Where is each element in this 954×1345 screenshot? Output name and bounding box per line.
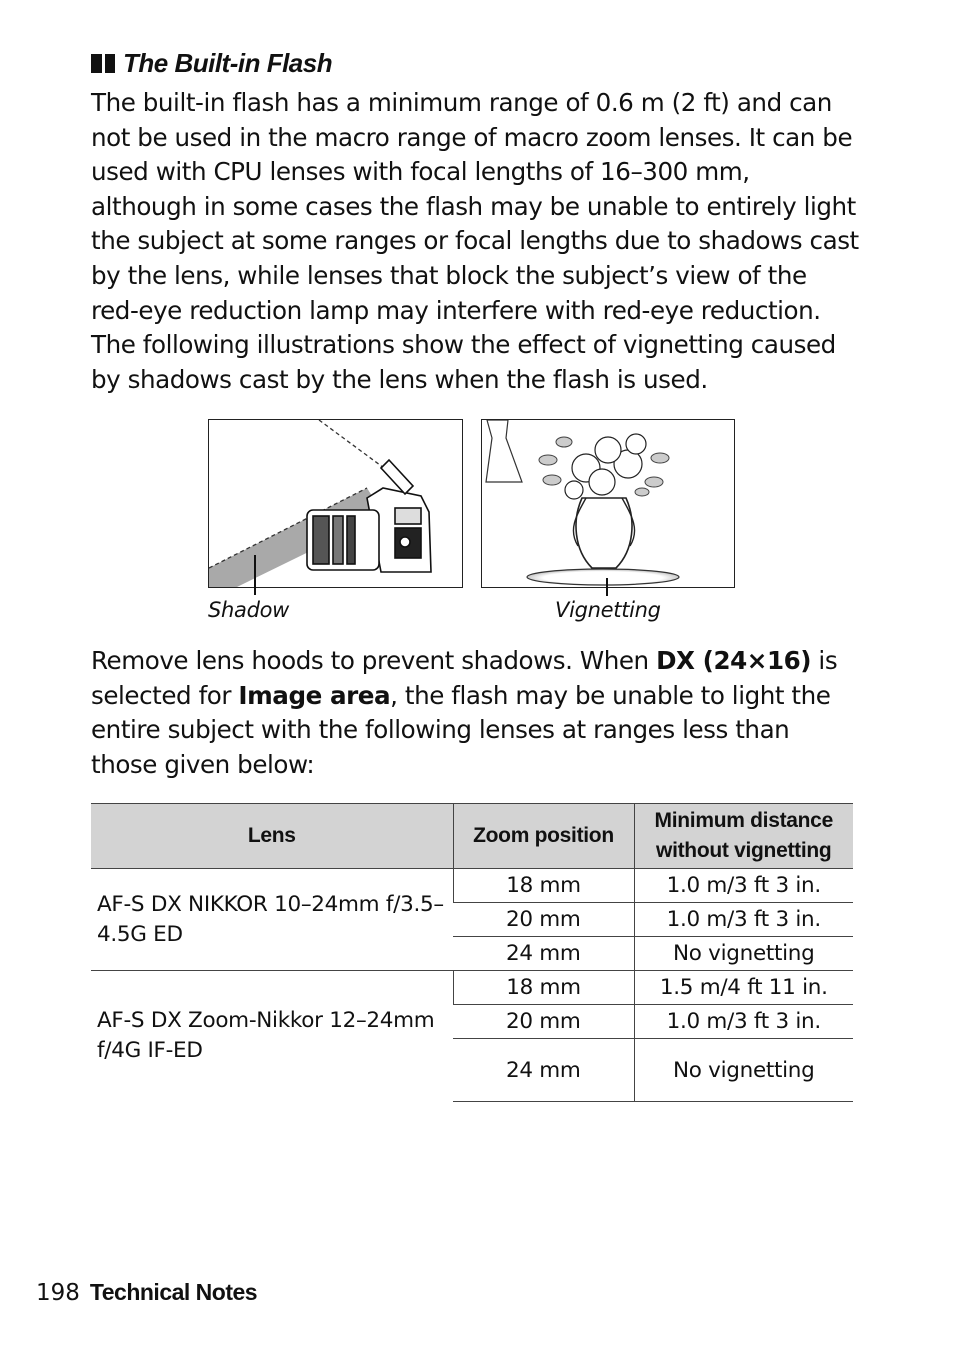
section-title: Technical Notes [89, 1279, 258, 1305]
shadow-callout-line [254, 555, 256, 595]
shadow-illustration [208, 419, 463, 588]
paragraph-text: is selected for [91, 646, 838, 710]
heading-text: The Built-in Flash [123, 48, 333, 78]
intro-paragraph: The built-in flash has a minimum range of 0.6 m (2 ft) and can not be used in the macro range of macro zoom lenses. It can be used with CPU lenses with focal lengths of 16–300 mm, although in some cases the flash may be unable to entirely light the subject at some ranges or focal lengths due to shadows cast by the lens, while lenses that block the subject’s view of the red-eye reduction lamp may interfere with red-eye reduction. The following illustrations show the effect of vignetting caused by shadows cast by the lens when the flash is used. [91, 88, 859, 394]
zoom-cell: 18 mm [453, 869, 634, 903]
heading-marker-icon [91, 54, 115, 73]
vignetting-caption: Vignetting [555, 598, 661, 622]
zoom-cell: 24 mm [453, 937, 634, 971]
distance-cell: 1.0 m/3 ft 3 in. [634, 903, 853, 937]
distance-cell: 1.0 m/3 ft 3 in. [634, 869, 853, 903]
table-row [91, 971, 853, 1005]
header-lens: Lens [91, 804, 453, 869]
paragraph-text: , the flash may be unable to light the entire subject with the following lenses at ranges less than those given below: [91, 680, 831, 779]
lens-name-cell: AF-S DX Zoom-Nikkor 12–24mm f/4G IF-ED [91, 971, 453, 1102]
shadow-caption: Shadow [208, 598, 290, 622]
header-zoom-position: Zoom position [453, 804, 634, 869]
distance-cell: No vignetting [634, 937, 853, 971]
table-header-row [91, 804, 853, 869]
image-area-term: Image area [238, 680, 391, 710]
section-heading [91, 48, 332, 79]
zoom-cell: 18 mm [453, 971, 634, 1005]
distance-cell: No vignetting [634, 1039, 853, 1102]
header-minimum-distance: Minimum distance without vignetting [634, 804, 853, 869]
vignetting-callout-line [606, 578, 608, 596]
dx-format-term: DX (24×16) [656, 646, 812, 675]
paragraph-text: Remove lens hoods to prevent shadows. When [91, 646, 657, 675]
vignetting-table [91, 803, 853, 1102]
zoom-cell: 20 mm [453, 903, 634, 937]
distance-cell: 1.5 m/4 ft 11 in. [634, 971, 853, 1005]
vignetting-illustration [481, 419, 735, 588]
lens-name-cell: AF-S DX NIKKOR 10–24mm f/3.5–4.5G ED [91, 869, 453, 971]
page-number: 198 [36, 1280, 80, 1306]
zoom-cell: 24 mm [453, 1039, 634, 1102]
lens-hood-paragraph [91, 644, 861, 782]
zoom-cell: 20 mm [453, 1005, 634, 1039]
table-row [91, 869, 853, 903]
distance-cell: 1.0 m/3 ft 3 in. [634, 1005, 853, 1039]
page-footer [36, 1279, 257, 1306]
